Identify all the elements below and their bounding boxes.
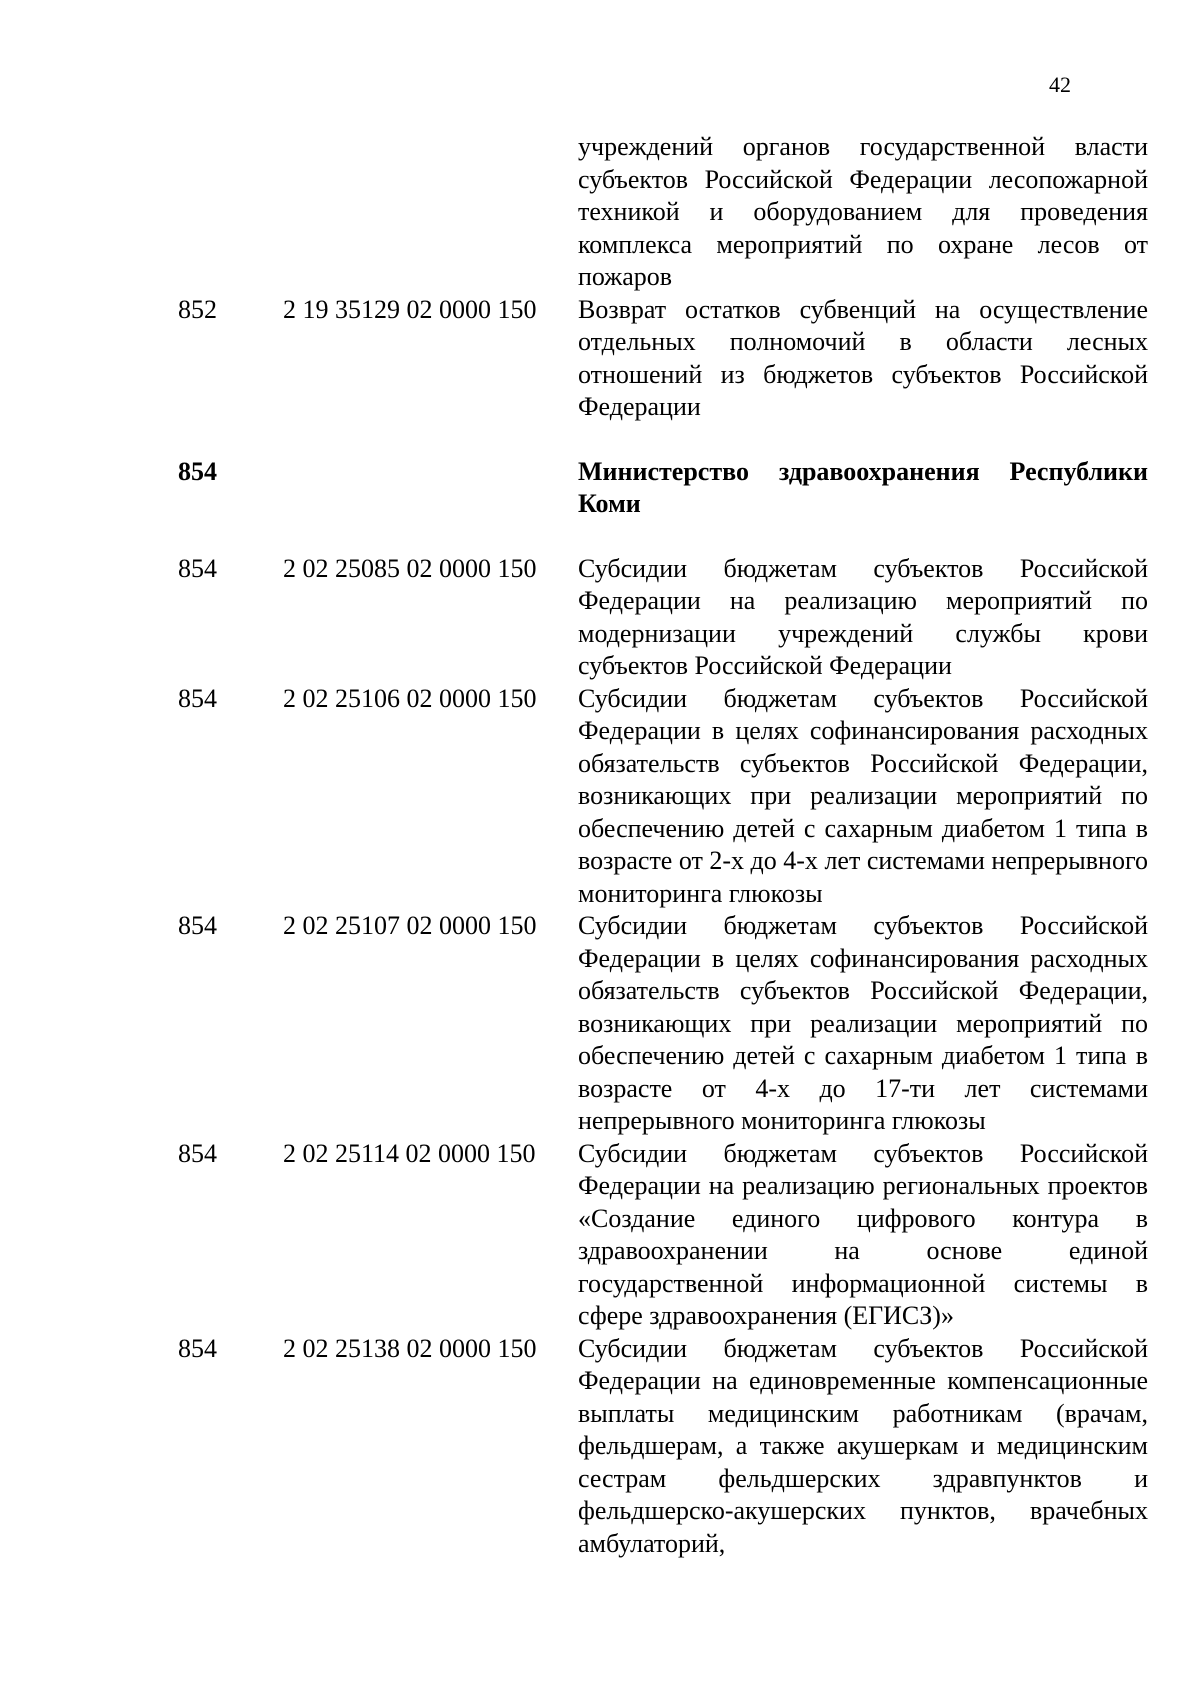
budget-classification-code: 2 02 25138 02 0000 150 [283, 1333, 537, 1363]
row-description: учреждений органов государственной власти субъектов Российской Федерации лесопожарной техникой и оборудованием для проведения комплекса мероприятий по охране лесов от пожаров [578, 132, 1148, 291]
table-row [0, 910, 1200, 1138]
section-spacer [0, 521, 1200, 553]
section-heading: Министерство здравоохранения Республики Коми [578, 456, 1148, 518]
row-description: Субсидии бюджетам субъектов Российской Федерации в целях софинансирования расходных обязательств субъектов Российской Федерации, возникающих при реализации мероприятий по обеспечению детей с сахарным диабетом 1 типа в возрасте от 4-х до 17-ти лет системами непрерывного мониторинга глюкозы [578, 911, 1148, 1135]
budget-classification-code: 2 02 25106 02 0000 150 [283, 683, 537, 713]
table-row [0, 1138, 1200, 1333]
budget-classification-code: 2 19 35129 02 0000 150 [283, 294, 537, 324]
budget-classification-code: 2 02 25114 02 0000 150 [283, 1138, 536, 1168]
admin-code: 854 [178, 456, 217, 486]
table-row [0, 294, 1200, 424]
row-description: Субсидии бюджетам субъектов Российской Федерации на реализацию мероприятий по модернизации учреждений службы крови субъектов Российской Федерации [578, 553, 1148, 680]
admin-code: 854 [178, 553, 217, 583]
admin-code: 854 [178, 1333, 217, 1363]
page-number: 42 [1049, 72, 1071, 97]
table-row [0, 553, 1200, 683]
budget-classification-code: 2 02 25085 02 0000 150 [283, 553, 537, 583]
row-description: Возврат остатков субвенций на осуществление отдельных полномочий в области лесных отношений из бюджетов субъектов Российской Федерации [578, 294, 1148, 421]
admin-code: 854 [178, 683, 217, 713]
row-description: Субсидии бюджетам субъектов Российской Федерации в целях софинансирования расходных обязательств субъектов Российской Федерации, возникающих при реализации мероприятий по обеспечению детей с сахарным диабетом 1 типа в возрасте от 2-х до 4-х лет системами непрерывного мониторинга глюкозы [578, 683, 1148, 908]
section-spacer [0, 424, 1200, 456]
table-row [0, 683, 1200, 911]
admin-code: 852 [178, 294, 217, 324]
admin-code: 854 [178, 911, 217, 940]
admin-code: 854 [178, 1138, 217, 1168]
budget-codes-table [0, 131, 1200, 1560]
row-description: Субсидии бюджетам субъектов Российской Федерации на реализацию региональных проектов «Создание единого цифрового контура в здравоохранении на основе единой государственной информационной системы в сфере здравоохранения (ЕГИСЗ)» [578, 1138, 1148, 1330]
table-row [0, 131, 1200, 294]
section-heading-row [0, 456, 1200, 521]
budget-classification-code: 2 02 25107 02 0000 150 [283, 911, 537, 940]
row-description: Субсидии бюджетам субъектов Российской Федерации на единовременные компенсационные выплаты медицинским работникам (врачам, фельдшерам, а также акушеркам и медицинским сестрам фельдшерских здравпунктов и фельдшерско-акушерских пунктов, врачебных амбулаторий, [578, 1333, 1148, 1558]
table-row [0, 1333, 1200, 1561]
